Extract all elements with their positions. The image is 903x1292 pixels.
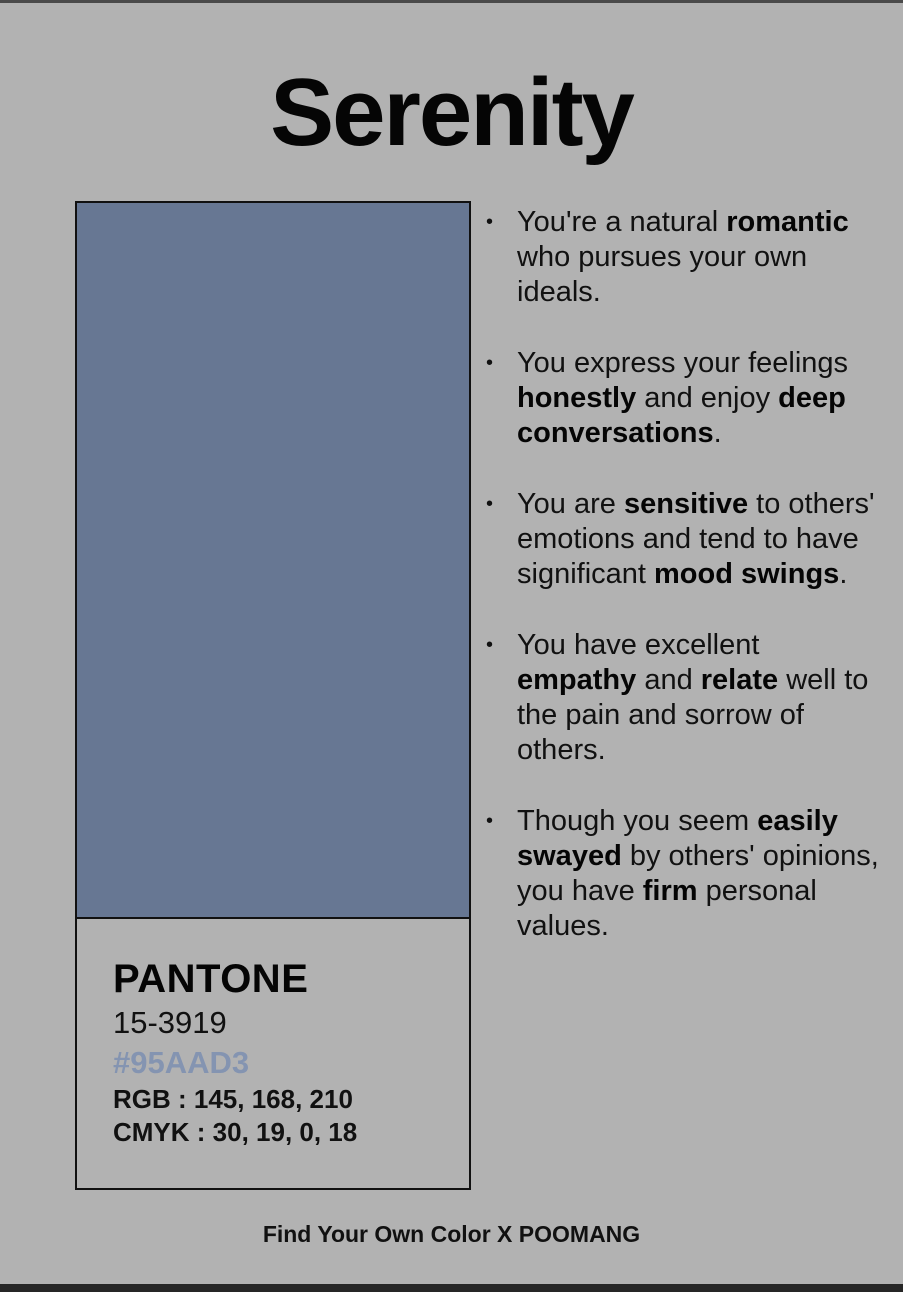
pantone-info [113, 955, 453, 1149]
trait-keyword: honestly [517, 382, 637, 414]
trait-text: You're a natural [517, 206, 727, 238]
trait-keyword: sensitive [623, 488, 749, 520]
trait-text: well to the pain and sorrow of others. [517, 664, 869, 766]
trait-text: You express your feelings [517, 347, 849, 379]
trait-text: by others' opinions, you have [517, 840, 879, 907]
rgb-values: RGB : 145, 168, 210 [113, 1084, 353, 1114]
color-swatch [77, 203, 469, 919]
trait-text: and enjoy [636, 382, 779, 414]
personality-traits-list [486, 205, 886, 980]
bullet-icon: • [486, 211, 494, 233]
trait-text: . [713, 417, 722, 449]
trait-keyword: relate [700, 664, 779, 696]
trait-keyword: empathy [517, 664, 637, 696]
bullet-icon: • [486, 634, 494, 656]
trait-keyword: mood swings [654, 558, 840, 590]
trait-text: personal values. [517, 875, 817, 942]
trait-text: and [636, 664, 701, 696]
trait-text: who pursues your own ideals. [517, 241, 808, 308]
bottom-border [0, 1284, 903, 1292]
trait-text: to others' emotions and tend to have significant [517, 488, 875, 590]
trait-text: You have excellent [517, 629, 760, 661]
trait-item [486, 346, 886, 451]
bullet-icon: • [486, 493, 494, 515]
trait-item [486, 804, 886, 944]
pantone-brand: PANTONE [113, 957, 309, 1001]
trait-text: Though you seem [517, 805, 758, 837]
trait-keyword: romantic [726, 206, 849, 238]
trait-item [486, 487, 886, 592]
trait-keyword: firm [642, 875, 698, 907]
hex-code: #95AAD3 [113, 1045, 250, 1080]
trait-text: You are [517, 488, 624, 520]
trait-keyword: easily swayed [517, 805, 838, 872]
color-name-title: Serenity [270, 59, 633, 166]
trait-text: . [839, 558, 848, 590]
trait-item [486, 205, 886, 310]
bullet-icon: • [486, 352, 494, 374]
pantone-code: 15-3919 [113, 1005, 227, 1040]
color-card [75, 201, 471, 1190]
footer-credit: Find Your Own Color X POOMANG [262, 1221, 641, 1247]
trait-keyword: deep conversations [517, 382, 846, 449]
trait-item [486, 628, 886, 768]
top-border [0, 0, 903, 3]
cmyk-values: CMYK : 30, 19, 0, 18 [113, 1117, 358, 1147]
bullet-icon: • [486, 810, 494, 832]
